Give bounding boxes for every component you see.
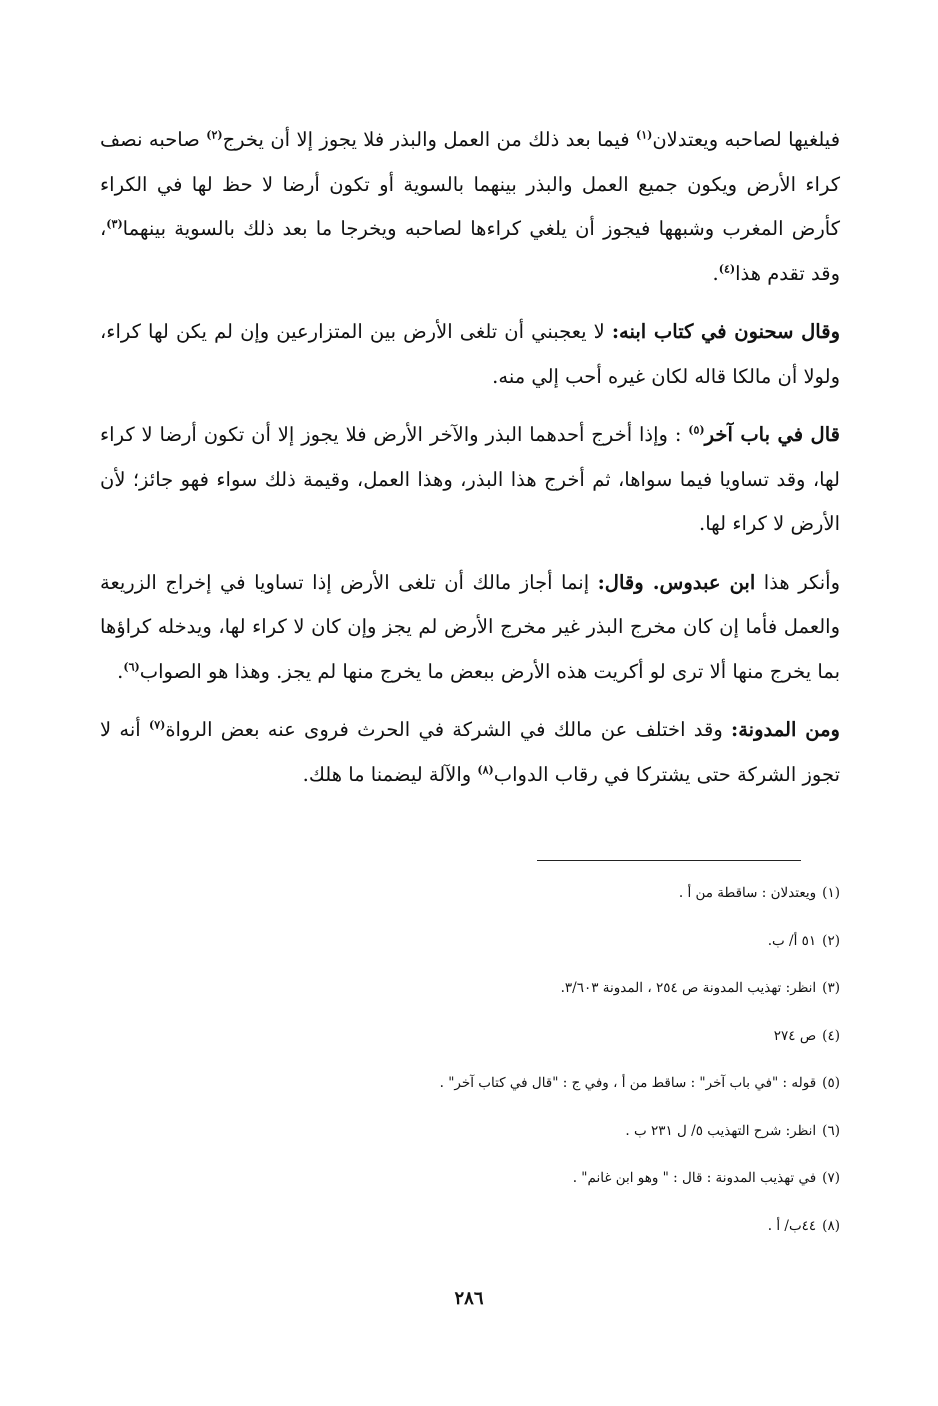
text-segment: أنه لا تجوز الشركة حتى يشتركا في رقاب الدواب xyxy=(100,718,840,786)
footnote-number: (١) xyxy=(822,885,840,901)
paragraph-lead: قال في باب آخر xyxy=(704,423,840,446)
footnote-ref: (٥) xyxy=(688,423,705,437)
footnote-ref: (٧) xyxy=(148,718,166,732)
footnote-item xyxy=(100,1108,840,1156)
text-segment: وقد اختلف عن مالك في الشركة في الحرث فروى عنه بعض الرواة xyxy=(165,718,732,741)
footnote-item xyxy=(100,1155,840,1203)
footnote-divider xyxy=(537,860,801,861)
footnote-text: قوله : "في باب آخر" : ساقط من أ ، وفي ج : "قال في كتاب آخر" . xyxy=(439,1075,817,1091)
footnote-number: (٨) xyxy=(822,1217,840,1234)
paragraph xyxy=(100,310,840,399)
footnote-text: في تهذيب المدونة : قال : " وهو ابن غانم" . xyxy=(572,1170,817,1186)
text-segment: . xyxy=(117,659,124,683)
text-segment: فيما بعد ذلك من العمل والبذر فلا يجوز إلا أن يخرج xyxy=(222,128,636,151)
footnote-text: ويعتدلان : ساقطة من أ . xyxy=(678,885,817,901)
footnote-ref: (١) xyxy=(635,128,653,142)
paragraph xyxy=(100,708,840,797)
footnote-item xyxy=(100,1203,840,1251)
text-segment: صاحبه نصف كراء الأرض ويكون جميع العمل والبذر بينهما بالسوية أو تكون أرضا لا حظ لها في الكراء كأرض المغرب وشبهها فيجوز أن يلغي كراءها لصاحبه ويخرجا ما بعد ذلك بالسوية بينهما xyxy=(100,128,840,240)
footnote-ref: (٤) xyxy=(718,262,736,275)
paragraph xyxy=(100,118,840,296)
footnote-item xyxy=(100,870,840,918)
text-segment: فيلغيها لصاحبه ويعتدلان xyxy=(652,128,841,151)
text-segment: . xyxy=(712,261,719,285)
footnotes-section xyxy=(100,870,840,1250)
footnote-text: انظر: تهذيب المدونة ص ٢٥٤ ، المدونة ٣/٦٠٣. xyxy=(560,980,817,996)
footnote-text: انظر: شرح التهذيب ٥/ ل ٢٣١ ب . xyxy=(625,1122,817,1139)
footnote-ref: (٨) xyxy=(477,763,494,776)
footnote-item xyxy=(100,1060,840,1108)
footnote-ref: (٣) xyxy=(106,217,123,231)
bold-text: ابن عبدوس. وقال: xyxy=(597,570,756,594)
footnote-text: ٤٤ب/ أ . xyxy=(767,1217,817,1234)
paragraph-lead: ومن المدونة: xyxy=(731,718,840,741)
footnote-number: (٧) xyxy=(822,1170,840,1186)
footnote-number: (٣) xyxy=(822,980,840,996)
paragraph-lead: وقال سحنون في كتاب ابنه: xyxy=(611,320,840,343)
page-number: ٢٨٦ xyxy=(454,1288,484,1309)
footnote-item xyxy=(100,1013,840,1061)
text-segment: وأنكر هذا xyxy=(755,570,840,594)
paragraph xyxy=(100,413,840,547)
footnote-number: (٤) xyxy=(822,1027,840,1044)
footnote-number: (٢) xyxy=(822,932,840,949)
text-segment: والآلة ليضمنا ما هلك. xyxy=(302,762,478,786)
footnote-item xyxy=(100,918,840,966)
text-segment: لا يعجبني أن تلغى الأرض بين المتزارعين وإن لم يكن لها كراء، ولولا أن مالكا قاله لكان غيره أحب إلي منه. xyxy=(100,320,840,388)
footnote-number: (٥) xyxy=(822,1075,840,1091)
footnote-item xyxy=(100,965,840,1013)
paragraph xyxy=(100,561,840,695)
footnote-ref: (٢) xyxy=(206,128,223,142)
main-text-body xyxy=(100,118,840,811)
footnote-text: ٥١ أ/ ب. xyxy=(767,932,817,949)
text-segment: ، وقد تقدم هذا xyxy=(100,217,840,285)
text-segment: : وإذا أخرج أحدهما البذر والآخر الأرض فلا يجوز إلا أن تكون أرضا لا كراء لها، وقد تساويا فيما سواها، ثم أخرج هذا البذر، وهذا العمل، وقيمة ذلك سواء فهو جائز؛ لأن الأرض لا كراء لها. xyxy=(100,423,840,535)
text-segment: إنما أجاز مالك أن تلغى الأرض إذا تساويا في إخراج الزريعة والعمل فأما إن كان مخرج البذر غير مخرج الأرض لم يجز وإن كان لا كراء لها، ويدخله كراؤها بما يخرج منها ألا ترى لو أكريت هذه الأرض ببعض ما يخرج منها لم يجز. وهذا هو الصواب xyxy=(100,570,840,683)
footnote-ref: (٦) xyxy=(123,660,140,673)
footnote-number: (٦) xyxy=(822,1122,840,1139)
footnote-text: ص ٢٧٤ xyxy=(773,1027,817,1044)
